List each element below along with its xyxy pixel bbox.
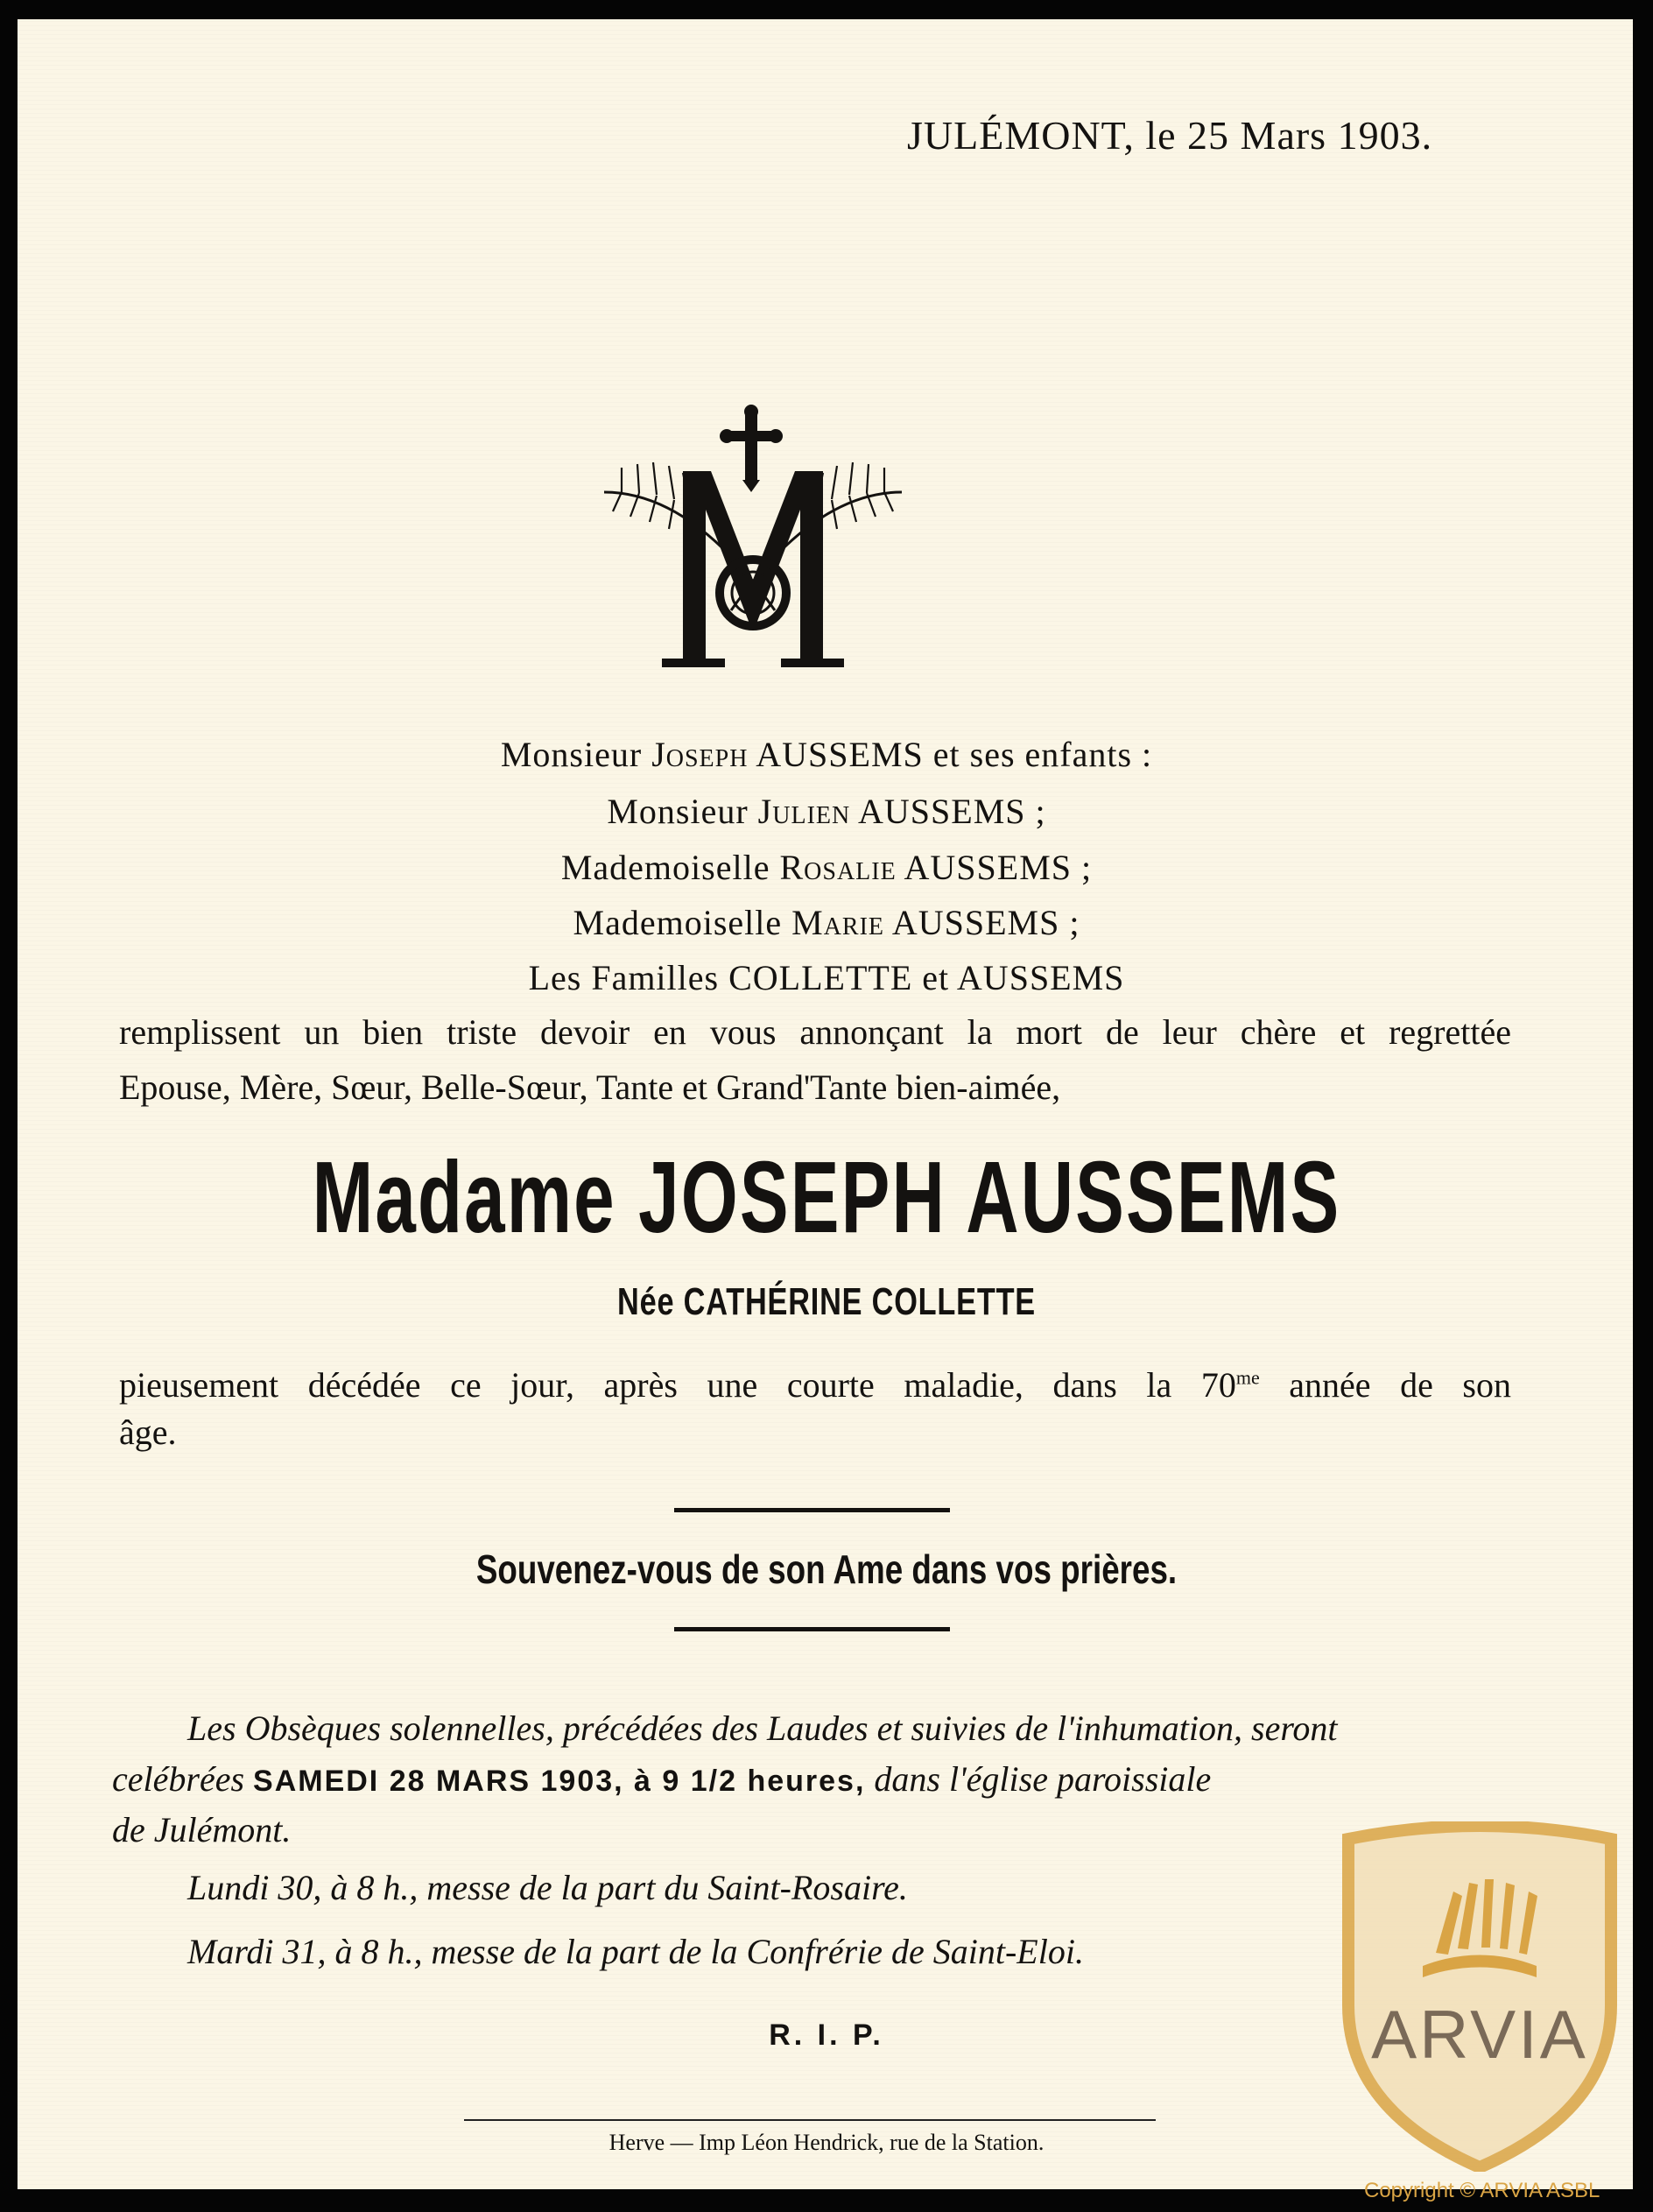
arvia-logo-icon <box>1331 1821 1628 2172</box>
funeral-line-1: Les Obsèques solennelles, précédées des Laudes et suivies de l'inhumation, seront <box>187 1708 1338 1748</box>
arvia-logo-text: ARVIA <box>1371 1996 1588 2073</box>
announcement-line-1: remplissent un bien triste devoir en vous annonçant la mort de leur chère et regrettée <box>119 1012 1511 1052</box>
rip-text: R. I. P. <box>769 2018 884 2052</box>
family-line-1: Monsieur Joseph AUSSEMS et ses enfants : <box>500 735 1153 774</box>
divider-bottom <box>674 1627 950 1631</box>
family-line-3: Mademoiselle Rosalie AUSSEMS ; <box>560 848 1093 887</box>
funeral-line-3: de Julémont. <box>112 1810 292 1849</box>
family-line-2: Monsieur Julien AUSSEMS ; <box>607 792 1046 831</box>
dateline: JULÉMONT, le 25 Mars 1903. <box>907 113 1433 158</box>
copyright-text: Copyright © ARVIA ASBL <box>1364 2179 1600 2202</box>
family-line-4: Mademoiselle Marie AUSSEMS ; <box>573 903 1080 942</box>
mass-line-2: Mardi 31, à 8 h., messe de la part de la Confrérie de Saint-Eloi. <box>187 1932 1084 1971</box>
funeral-line-2: celébrées SAMEDI 28 MARS 1903, à 9 1/2 heures, dans l'église paroissiale <box>112 1759 1212 1799</box>
death-line-2: âge. <box>119 1412 177 1452</box>
prayer-line: Souvenez-vous de son Ame dans vos prières. <box>475 1546 1178 1592</box>
maiden-name: Née CATHÉRINE COLLETTE <box>617 1280 1036 1323</box>
divider-top <box>674 1508 950 1512</box>
announcement-line-2: Epouse, Mère, Sœur, Belle-Sœur, Tante et Grand'Tante bien-aimée, <box>119 1067 1061 1107</box>
mass-line-1: Lundi 30, à 8 h., messe de la part du Saint-Rosaire. <box>187 1868 908 1907</box>
family-line-5: Les Familles COLLETTE et AUSSEMS <box>528 958 1125 997</box>
printer-divider <box>464 2119 1156 2121</box>
printer-credit: Herve — Imp Léon Hendrick, rue de la Station. <box>608 2130 1045 2155</box>
death-line-1: pieusement décédée ce jour, après une courte maladie, dans la $70^{me}$ année de son <box>119 1365 1511 1405</box>
cross-monogram-icon <box>587 405 919 676</box>
deceased-name: Madame JOSEPH AUSSEMS <box>312 1140 1341 1254</box>
